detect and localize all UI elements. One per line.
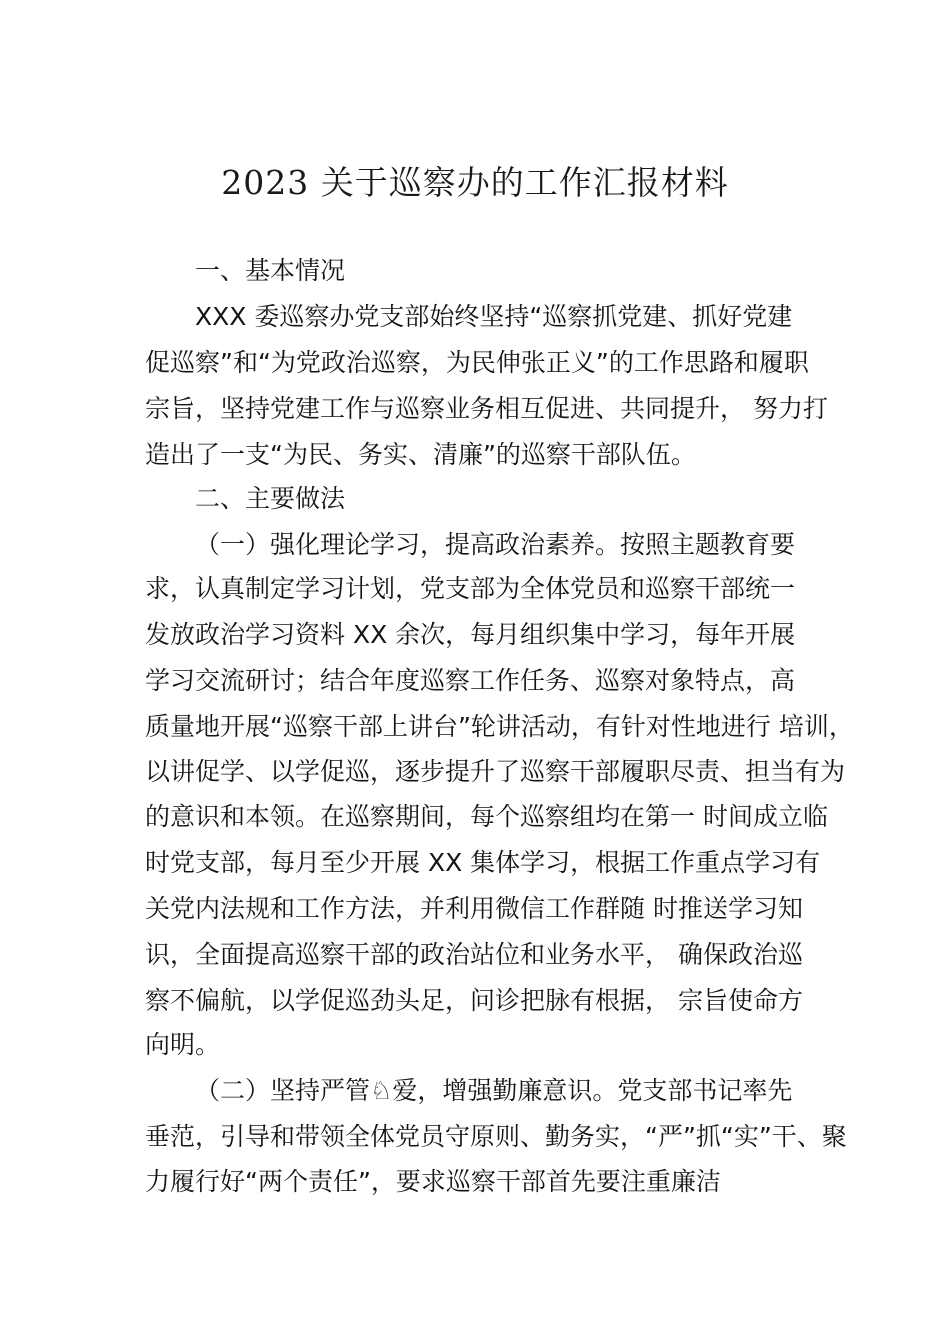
paragraph-line: （一）强化理论学习，提高政治素养。按照主题教育要 [195,530,796,559]
paragraph-line: （二）坚持严管♘爱，增强勤廉意识。党支部书记率先 [195,1076,793,1105]
paragraph-line: 识，全面提高巡察干部的政治站位和业务水平， 确保政治巡 [145,940,803,969]
paragraph-line: 学习交流研讨；结合年度巡察工作任务、巡察对象特点，高 [145,666,796,695]
paragraph-line: 促巡察”和“为党政治巡察，为民伸张正义”的工作思路和履职 [145,348,809,377]
paragraph-line: 察不偏航，以学促巡劲头足，问诊把脉有根据， 宗旨使命方 [145,986,803,1015]
paragraph-line: 求，认真制定学习计划，党支部为全体党员和巡察干部统一 [145,574,796,603]
document-title: 2023 关于巡察办的工作汇报材料 [221,163,729,202]
paragraph-line: 造出了一支“为民、务实、清廉”的巡察干部队伍。 [145,440,696,469]
paragraph-line: 时党支部，每月至少开展 XX 集体学习，根据工作重点学习有 [145,848,821,877]
section-heading-basic: 一、基本情况 [195,256,346,285]
section-heading-methods: 二、主要做法 [195,484,346,513]
paragraph-line: 以讲促学、以学促巡，逐步提升了巡察干部履职尽责、担当有为 [145,757,846,786]
paragraph-line: 力履行好“两个责任”，要求巡察干部首先要注重廉洁 [145,1167,721,1196]
paragraph-line: 的意识和本领。在巡察期间，每个巡察组均在第一 时间成立临 [145,802,828,831]
paragraph-line: 发放政治学习资料 XX 余次，每月组织集中学习，每年开展 [145,620,796,649]
paragraph-line: 宗旨，坚持党建工作与巡察业务相互促进、共同提升， 努力打 [145,394,828,423]
paragraph-line: 关党内法规和工作方法，并利用微信工作群随 时推送学习知 [145,894,803,923]
paragraph-line: 质量地开展“巡察干部上讲台”轮讲活动，有针对性地进行 培训， [145,712,854,741]
paragraph-line: 向明。 [145,1030,221,1059]
paragraph-line: 垂范，引导和带领全体党员守原则、勤务实，“严”抓“实”干、聚 [145,1122,847,1151]
paragraph-line: XXX 委巡察办党支部始终坚持“巡察抓党建、抓好党建 [195,302,793,331]
